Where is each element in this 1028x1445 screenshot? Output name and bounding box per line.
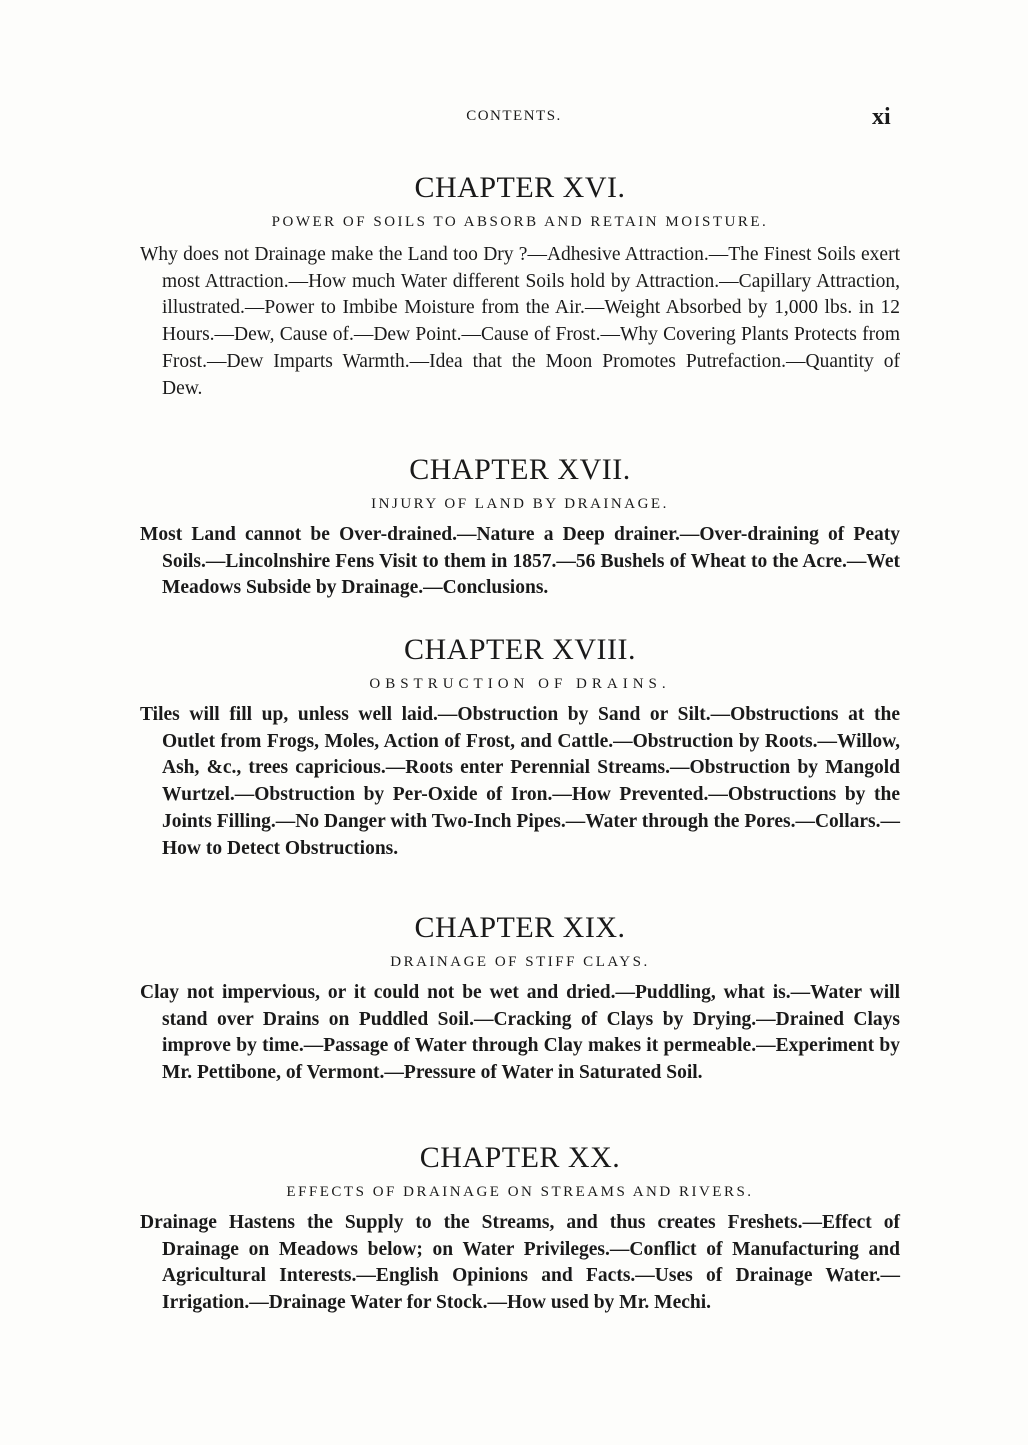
chapter-title: CHAPTER XX.: [419, 1141, 621, 1174]
chapter-title: CHAPTER XVI.: [414, 171, 626, 204]
chapter-summary: Most Land cannot be Over-drained.—Nature a Deep drainer.—Over-draining of Peaty Soils.—Lincolnshire Fens Visit to them in 1857.—56 Bushels of Wheat to the Acre.—Wet Meadows Subside by Drainage.—Conclusions.: [140, 524, 900, 599]
chapter-xvi: [140, 170, 900, 422]
chapter-xvii: [140, 452, 900, 622]
chapter-xix: [140, 910, 900, 1106]
chapter-subtitle: POWER OF SOILS TO ABSORB AND RETAIN MOISTURE.: [271, 214, 769, 230]
chapter-title: CHAPTER XVII.: [409, 453, 631, 486]
chapter-title: CHAPTER XVIII.: [404, 633, 636, 666]
chapter-xx: [140, 1140, 900, 1336]
chapter-title: CHAPTER XIX.: [414, 911, 626, 944]
page-number: xi: [872, 104, 891, 130]
chapter-subtitle: OBSTRUCTION OF DRAINS.: [369, 676, 671, 692]
chapter-summary: Drainage Hastens the Supply to the Streams, and thus creates Freshets.—Effect of Drainage on Meadows below; on Water Privileges.—Conflict of Manufacturing and Agricultural Interests.—English Opinions and Facts.—Uses of Drainage Water.—Irrigation.—Drainage Water for Stock.—How used by Mr. Mechi.: [140, 1212, 900, 1314]
chapter-summary: Tiles will fill up, unless well laid.—Obstruction by Sand or Silt.—Obstructions at the Outlet from Frogs, Moles, Action of Frost, and Cattle.—Obstruction by Roots.—Willow, Ash, &c., trees capricious.—Roots enter Perennial Streams.—Obstruction by Mangold Wurtzel.—Obstruction by Per-Oxide of Iron.—How Prevented.—Obstructions by the Joints Filling.—No Danger with Two-Inch Pipes.—Water through the Pores.—Collars.—How to Detect Obstructions.: [140, 704, 900, 859]
chapter-subtitle: INJURY OF LAND BY DRAINAGE.: [371, 496, 669, 512]
chapter-summary: Why does not Drainage make the Land too Dry ?—Adhesive Attraction.—The Finest Soils exert most Attraction.—How much Water different Soils hold by Attraction.—Capillary Attraction, illustrated.—Power to Imbibe Moisture from the Air.—Weight Absorbed by 1,000 lbs. in 12 Hours.—Dew, Cause of.—Dew Point.—Cause of Frost.—Why Covering Plants Protects from Frost.—Dew Imparts Warmth.—Idea that the Moon Promotes Putrefaction.—Quantity of Dew.: [140, 244, 900, 399]
chapter-summary: Clay not impervious, or it could not be wet and dried.—Puddling, what is.—Water will stand over Drains on Puddled Soil.—Cracking of Clays by Drying.—Drained Clays improve by time.—Passage of Water through Clay makes it permeable.—Experiment by Mr. Pettibone, of Vermont.—Pressure of Water in Saturated Soil.: [140, 982, 900, 1084]
chapter-subtitle: DRAINAGE OF STIFF CLAYS.: [390, 954, 650, 970]
running-head: CONTENTS.: [466, 108, 562, 124]
chapter-subtitle: EFFECTS OF DRAINAGE ON STREAMS AND RIVERS.: [286, 1184, 754, 1200]
chapter-xviii: [140, 632, 900, 882]
page-header: [0, 104, 1028, 134]
